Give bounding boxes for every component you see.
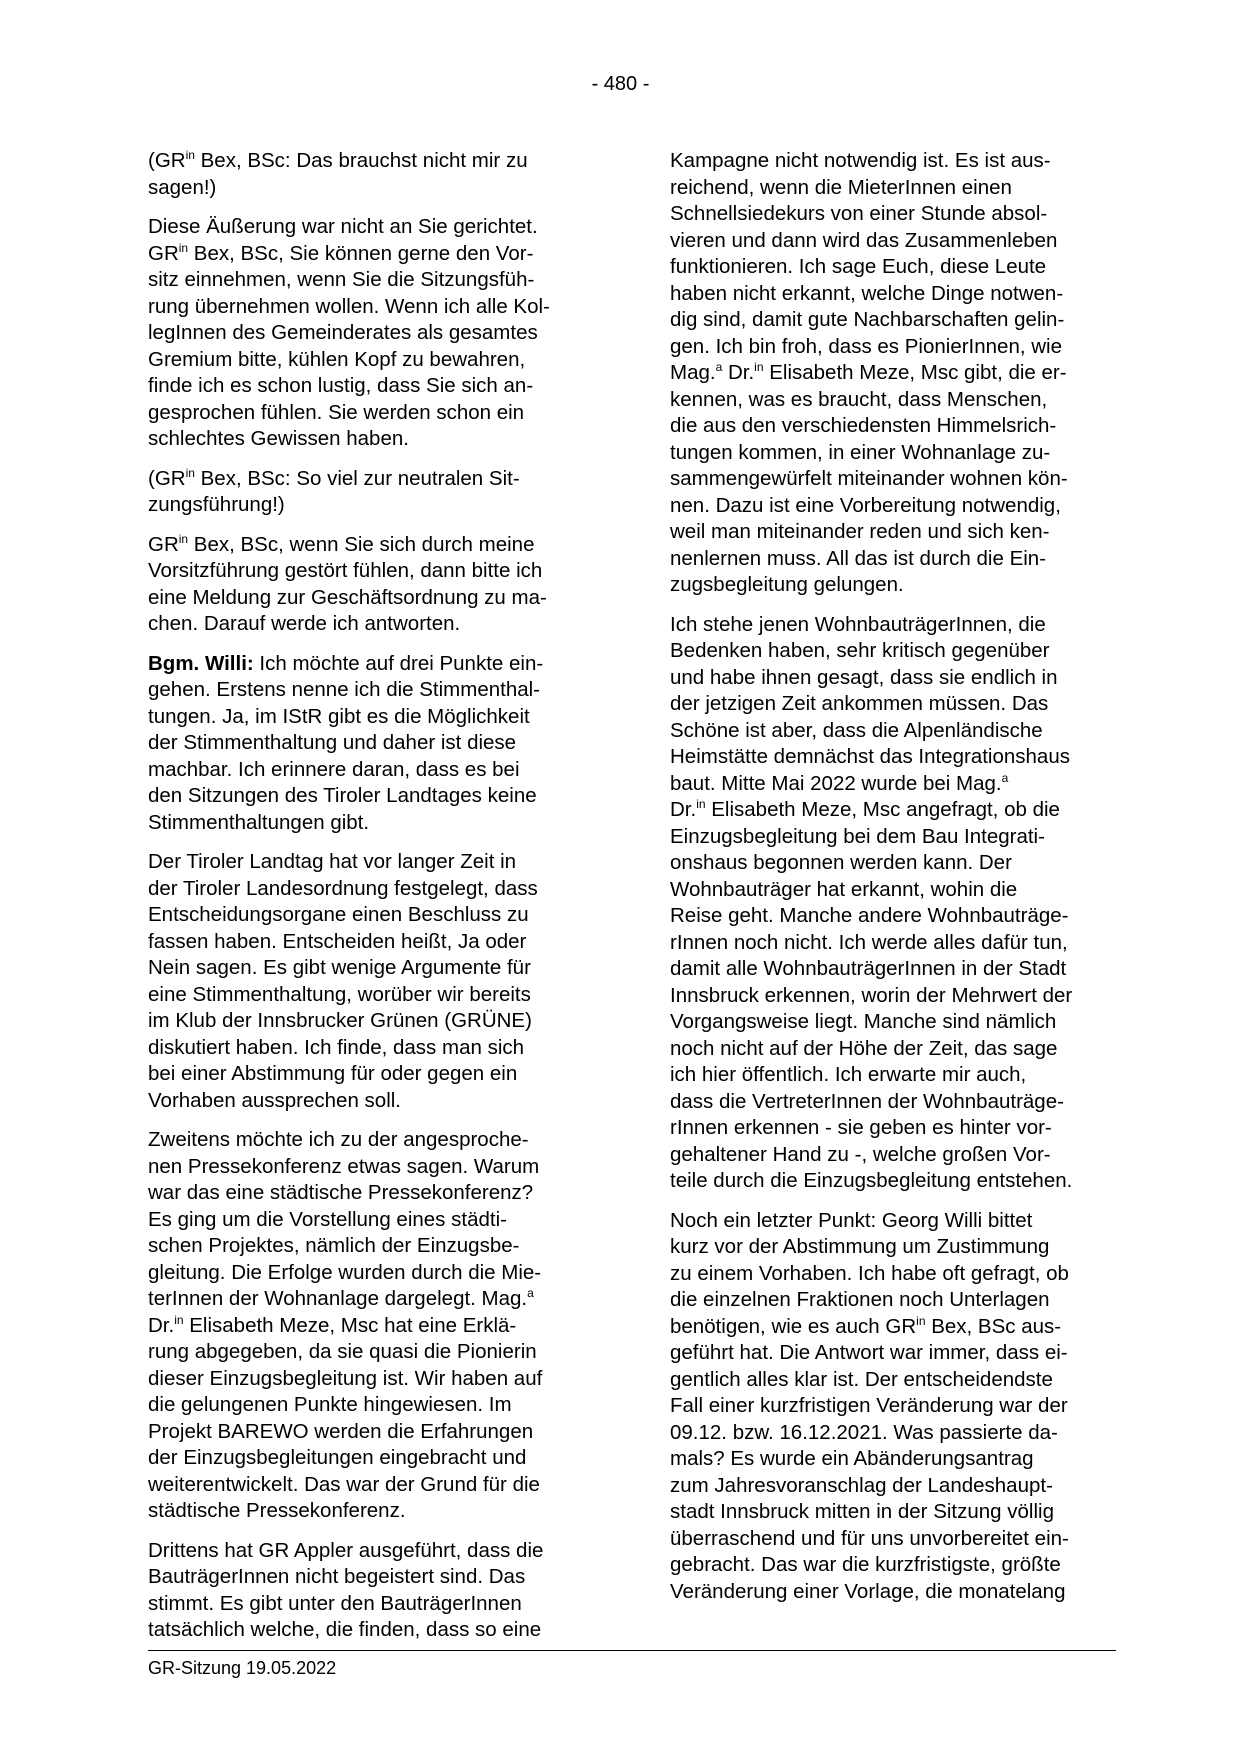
paragraph-pressekonferenz: Zweitens möchte ich zu der angesproche- nen Pressekonferenz etwas sagen. Warum war das eine städtische Pressekonferenz? Es ging um die Vorstellung eines städti- schen Projektes, nämlich der Einzugsbe- gleitung. Die Erfolge wurden durch die Mie- terInnen der Wohnanlage dargelegt. Mag.$^a$ Dr.$^{in}$ Elisabeth Meze, Msc hat eine Erklä- rung abgegeben, da sie quasi die Pionierin dieser Einzugsbegleitung ist. Wir haben auf die gelungenen Punkte hingewiesen. Im Projekt BAREWO werden die Erfahrungen der Einzugsbegleitungen eingebracht und weiterentwickelt. Das war der Grund für die städtische Pressekonferenz. [148, 1128, 543, 1522]
paragraph-chair-response: Diese Äußerung war nicht an Sie gerichtet. $GR^{in}$ Bex, BSc, Sie können gerne den Vor- sitz einnehmen, wenn Sie die Sitzungsfüh- rung übernehmen wollen. Wenn ich alle Kol- legInnen des Gemeinderates als gesamtes Gremium bitte, kühlen Kopf zu bewahren, finde ich es schon lustig, dass Sie sich an- gesprochen fühlen. Sie werden schon ein schlechtes Gewissen haben. [148, 215, 550, 450]
paragraph-bautraeger: Drittens hat GR Appler ausgeführt, dass die BauträgerInnen nicht begeistert sind. Das stimmt. Es gibt unter den BauträgerInnen tatsächlich welche, die finden, dass so eine [148, 1538, 544, 1641]
footer-divider [148, 1650, 1116, 1651]
page-number: - 480 - [591, 73, 650, 95]
paragraph-landtag: Der Tiroler Landtag hat vor langer Zeit in der Tiroler Landesordnung festgelegt, dass Entscheidungsorgane einen Beschluss zu fassen haben. Entscheiden heißt, Ja oder Nein sagen. Es gibt wenige Argumente für eine Stimmenthaltung, worüber wir bereits im Klub der Innsbrucker Grünen (GRÜNE) diskutiert haben. Ich finde, dass man sich bei einer Abstimmung für oder gegen ein Vorhaben aussprechen soll. [148, 850, 538, 1112]
paragraph-letzter-punkt: Noch ein letzter Punkt: Georg Willi bittet kurz vor der Abstimmung um Zustimmung zu einem Vorhaben. Ich habe oft gefragt, ob die einzelnen Fraktionen noch Unterlagen benötigen, wie es auch $GR^{in}$ Bex, BSc aus- geführt hat. Die Antwort war immer, dass ei- gentlich alles klar ist. Der entscheidendste Fall einer kurzfristigen Veränderung war der 09.12. bzw. 16.12.2021. Was passierte da- mals? Es wurde ein Abänderungsantrag zum Jahresvoranschlag der Landeshaupt- stadt Innsbruck mitten in der Sitzung völlig überraschend und für uns unvorbereitet ein- gebracht. Das war die kurzfristigste, größte Veränderung einer Vorlage, die monatelang [670, 1208, 1069, 1603]
right-column [670, 148, 1105, 1618]
paragraph-speech-mayor: Bgm. Willi: Ich möchte auf drei Punkte ein- gehen. Erstens nenne ich die Stimmenthal- tungen. Ja, im IStR gibt es die Möglichkeit der Stimmenthaltung und daher ist diese machbar. Ich erinnere daran, dass es bei den Sitzungen des Tiroler Landtages keine Stimmenthaltungen gibt. [148, 651, 544, 834]
left-column [148, 148, 583, 1657]
paragraph-kampagne: Kampagne nicht notwendig ist. Es ist aus- reichend, wenn die MieterInnen einen Schnellsiedekurs von einer Stunde absol- vieren und dann wird das Zusammenleben funktionieren. Ich sage Euch, diese Leute haben nicht erkannt, welche Dinge notwen- dig sind, damit gute Nachbarschaften gelin- gen. Ich bin froh, dass es PionierInnen, wie Mag.$^a$ Dr.$^{in}$ Elisabeth Meze, Msc gibt, die er- kennen, was es braucht, dass Menschen, die aus den verschiedensten Himmelsrich- tungen kommen, in einer Wohnanlage zu- sammengewürfelt miteinander wohnen kön- nen. Dazu ist eine Vorbereitung notwendig, weil man miteinander reden und sich ken- nenlernen muss. All das ist durch die Ein- zugsbegleitung gelungen. [670, 149, 1068, 596]
paragraph-chair-procedure: $GR^{in}$ Bex, BSc, wenn Sie sich durch meine Vorsitzführung gestört fühlen, dann bitte ich eine Meldung zur Geschäftsordnung zu ma- chen. Darauf werde ich antworten. [148, 531, 547, 635]
paragraph-wohnbautraeger: Ich stehe jenen WohnbauträgerInnen, die Bedenken haben, sehr kritisch gegenüber und habe ihnen gesagt, dass sie endlich in der jetzigen Zeit ankommen müssen. Das Schöne ist aber, dass die Alpenländische Heimstätte demnächst das Integrationshaus baut. Mitte Mai 2022 wurde bei Mag.$^a$ Dr.$^{in}$ Elisabeth Meze, Msc angefragt, ob die Einzugsbegleitung bei dem Bau Integrati- onshaus begonnen werden kann. Der Wohnbauträger hat erkannt, wohin die Reise geht. Manche andere Wohnbauträge- rInnen noch nicht. Ich werde alles dafür tun, damit alle WohnbauträgerInnen in der Stadt Innsbruck erkennen, worin der Mehrwert der Vorgangsweise liegt. Manche sind nämlich noch nicht auf der Höhe der Zeit, das sage ich hier öffentlich. Ich erwarte mir auch, dass die VertreterInnen der Wohnbauträge- rInnen erkennen - sie geben es hinter vor- gehaltener Hand zu -, welche großen Vor- teile durch die Einzugsbegleitung entstehen. [670, 612, 1073, 1192]
footer-session-date: GR-Sitzung 19.05.2022 [148, 1658, 337, 1678]
speaker-name: Bgm. Willi: [148, 651, 254, 675]
paragraph-interjection-1: ($GR^{in}$ Bex, BSc: Das brauchst nicht mir zu sagen!) [148, 148, 528, 199]
paragraph-interjection-2: ($GR^{in}$ Bex, BSc: So viel zur neutralen Sit- zungsführung!) [148, 465, 520, 516]
